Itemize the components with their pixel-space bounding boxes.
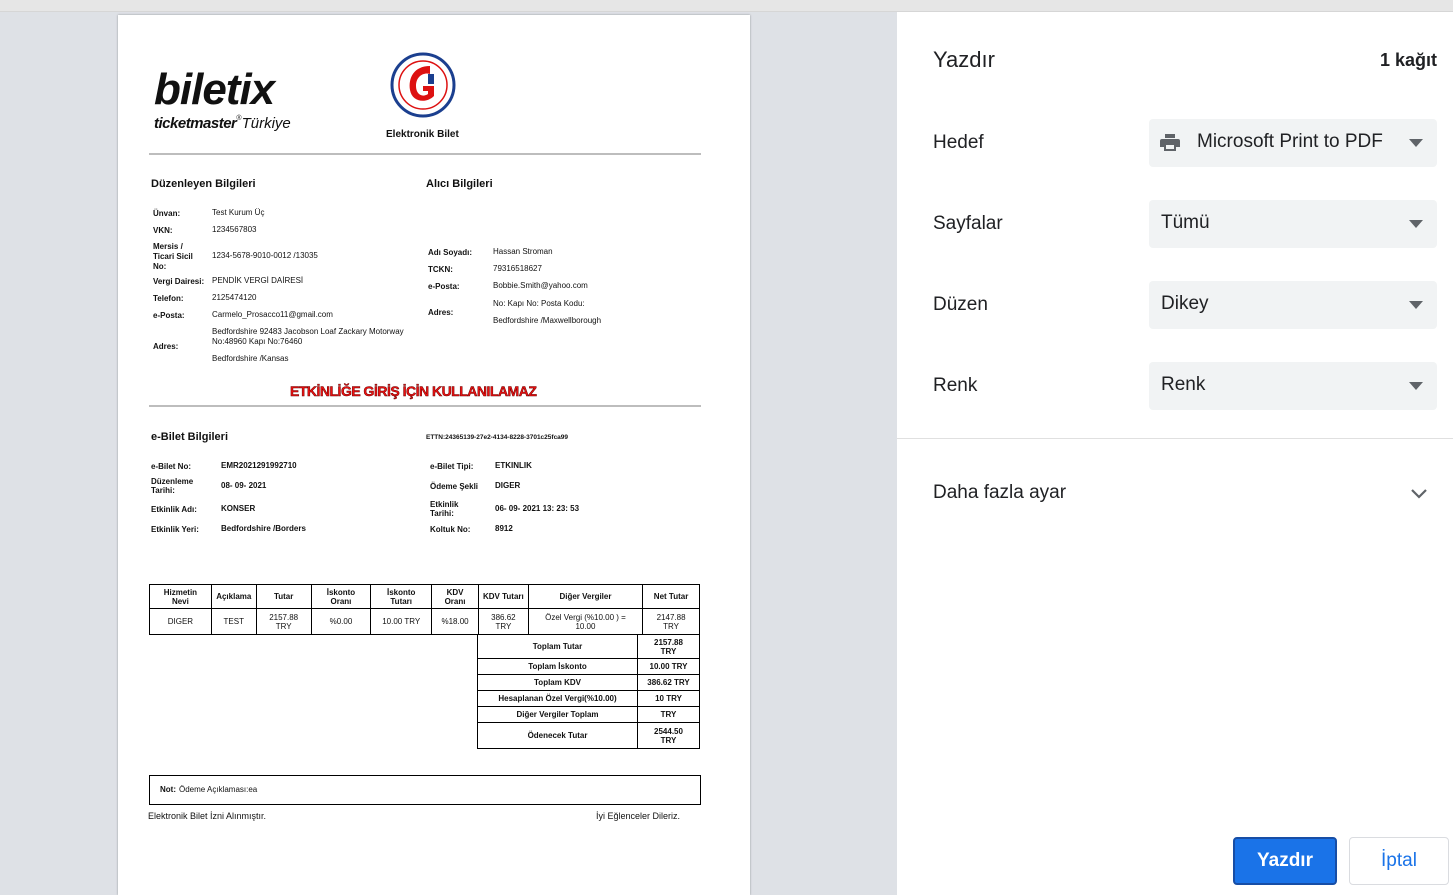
- totals-value: [638, 635, 700, 659]
- chevron-down-icon: [1409, 301, 1423, 309]
- issuer-adres-line-1: Bedfordshire 92483 Jacobson Loaf Zackary Motorway: [212, 327, 404, 336]
- totals-row: [478, 723, 700, 749]
- totals-label: Toplam İskonto: [478, 659, 638, 675]
- cell-tutar: [256, 609, 311, 635]
- buyer-ad-label: Adı Soyadı:: [428, 248, 473, 257]
- ebilet-tip-value: ETKINLIK: [495, 461, 532, 470]
- buyer-section-title: Alıcı Bilgileri: [426, 178, 493, 190]
- col-kdv-orani: [432, 585, 479, 609]
- destination-select[interactable]: [1149, 119, 1437, 167]
- buyer-eposta-value: Bobbie.Smith@yahoo.com: [493, 281, 588, 290]
- issuer-adres-line-2: No:48960 Kapı No:76460: [212, 337, 303, 346]
- cell-hizmet-nevi: DIGER: [150, 609, 212, 635]
- gib-seal-icon: [390, 52, 456, 118]
- issuer-mersis-value: 1234-5678-9010-0012 /13035: [212, 251, 318, 260]
- issuer-mersis-label-3: No:: [153, 262, 167, 271]
- cell-net-tutar-line-2: TRY: [663, 621, 679, 631]
- seal-caption: Elektronik Bilet: [386, 129, 459, 140]
- logo-sub-brand: ticketmaster: [154, 115, 237, 132]
- col-kdv-tutari: KDV Tutarı: [478, 585, 528, 609]
- cancel-button[interactable]: İptal: [1349, 837, 1449, 885]
- more-settings-toggle[interactable]: Daha fazla ayar: [933, 482, 1067, 503]
- cell-iskonto-orani: %0.00: [311, 609, 371, 635]
- col-hizmet-nevi: [150, 585, 212, 609]
- issuer-tel-label: Telefon:: [153, 294, 184, 303]
- cell-diger-vergiler: [528, 609, 642, 635]
- divider: [149, 405, 701, 407]
- destination-label: Hedef: [933, 132, 984, 153]
- cell-kdv-tutari: [478, 609, 528, 635]
- issuer-unvan-label: Ünvan:: [153, 209, 181, 218]
- print-preview-area[interactable]: [0, 12, 897, 895]
- totals-row: [478, 659, 700, 675]
- col-iskonto-tutari-line-1: İskonto: [386, 587, 416, 597]
- col-hizmet-nevi-line-2: Nevi: [171, 596, 189, 606]
- note-label: Not:: [160, 785, 176, 794]
- color-label: Renk: [933, 375, 978, 396]
- col-kdv-orani-line-1: KDV: [446, 587, 464, 597]
- printer-icon: [1157, 131, 1183, 155]
- footer-left: Elektronik Bilet İzni Alınmıştır.: [148, 811, 267, 821]
- cell-aciklama: TEST: [211, 609, 256, 635]
- pages-value: Tümü: [1161, 212, 1210, 233]
- issuer-vkn-label: VKN:: [153, 226, 173, 235]
- totals-value-line-1: 2544.50: [654, 726, 683, 736]
- ebilet-odeme-value: DIGER: [495, 481, 521, 490]
- totals-label: Toplam Tutar: [478, 635, 638, 659]
- chevron-down-icon: [1409, 220, 1423, 228]
- issuer-eposta-label: e-Posta:: [153, 311, 185, 320]
- table-row: [150, 609, 700, 635]
- totals-row: [478, 635, 700, 659]
- col-hizmet-nevi-line-1: Hizmetin: [163, 587, 198, 597]
- col-iskonto-orani-line-1: İskonto: [326, 587, 356, 597]
- color-select[interactable]: [1149, 362, 1437, 410]
- buyer-tckn-label: TCKN:: [428, 265, 453, 274]
- cell-iskonto-tutari: 10.00 TRY: [371, 609, 432, 635]
- buyer-ad-value: Hassan Stroman: [493, 247, 553, 256]
- ebilet-koltuk-value: 8912: [495, 524, 513, 533]
- biletix-logo: biletix: [154, 65, 275, 114]
- browser-top-strip: [0, 0, 1453, 12]
- layout-select[interactable]: [1149, 281, 1437, 329]
- col-iskonto-tutari-line-2: Tutarı: [390, 596, 413, 606]
- not-valid-for-entry-warning: ETKİNLİĞE GİRİŞ İÇİN KULLANILAMAZ: [290, 383, 537, 399]
- items-table: [149, 584, 700, 635]
- logo-sub-reg: ®: [236, 115, 242, 122]
- issuer-unvan-value: Test Kurum Üç: [212, 208, 265, 217]
- ebilet-tip-label: e-Bilet Tipi:: [430, 462, 474, 471]
- divider: [149, 153, 701, 155]
- totals-label: Ödenecek Tutar: [478, 723, 638, 749]
- issuer-adres-line-3: Bedfordshire /Kansas: [212, 354, 289, 363]
- ebilet-et-value: 06- 09- 2021 13: 23: 53: [495, 504, 580, 513]
- totals-value: TRY: [638, 707, 700, 723]
- issuer-adres-label: Adres:: [153, 342, 179, 351]
- col-iskonto-orani-line-2: Oranı: [330, 596, 352, 606]
- ebilet-ad-label: Etkinlik Adı:: [151, 505, 197, 514]
- totals-value-line-2: TRY: [660, 646, 677, 656]
- buyer-adres-line-2: Bedfordshire /Maxwellborough: [493, 316, 602, 325]
- print-button[interactable]: Yazdır: [1233, 837, 1337, 885]
- col-iskonto-tutari: [371, 585, 432, 609]
- issuer-tel-value: 2125474120: [212, 293, 257, 302]
- ebilet-ad-value: KONSER: [221, 504, 256, 513]
- buyer-eposta-label: e-Posta:: [428, 282, 460, 291]
- col-kdv-orani-line-2: Oranı: [444, 596, 466, 606]
- cell-diger-vergiler-line-2: 10.00: [575, 621, 596, 631]
- totals-value: 386.62 TRY: [638, 675, 700, 691]
- ebilet-yer-label: Etkinlik Yeri:: [151, 525, 199, 534]
- layout-label: Düzen: [933, 294, 988, 315]
- cell-tutar-line-1: 2157.88: [269, 612, 299, 622]
- ebilet-no-value: EMR2021291992710: [221, 461, 297, 470]
- totals-label: Diğer Vergiler Toplam: [478, 707, 638, 723]
- ebilet-no-label: e-Bilet No:: [151, 462, 191, 471]
- chevron-down-icon: [1409, 139, 1423, 147]
- cell-net-tutar: [643, 609, 700, 635]
- issuer-mersis-label-1: Mersis /: [153, 242, 183, 251]
- ebilet-et-label-1: Etkinlik: [430, 500, 459, 509]
- layout-value: Dikey: [1161, 293, 1209, 314]
- table-header-row: [150, 585, 700, 609]
- totals-row: [478, 691, 700, 707]
- cell-kdv-tutari-line-2: TRY: [495, 621, 512, 631]
- ticketmaster-logo: [154, 115, 291, 132]
- ebilet-yer-value: Bedfordshire /Borders: [221, 524, 306, 533]
- cell-kdv-tutari-line-1: 386.62: [491, 612, 516, 622]
- issuer-vd-value: PENDİK VERGİ DAİRESİ: [212, 276, 304, 285]
- ettn-code: ETTN:24365139-27e2-4134-8228-3701c25fca99: [426, 434, 569, 441]
- ebilet-section-title: e-Bilet Bilgileri: [151, 431, 229, 443]
- chevron-down-icon: [1409, 382, 1423, 390]
- note-box: [149, 775, 701, 805]
- buyer-adres-label: Adres:: [428, 308, 454, 317]
- footer-right: İyi Eğlenceler Dileriz.: [596, 811, 681, 821]
- buyer-tckn-value: 79316518627: [493, 264, 542, 273]
- ebilet-koltuk-label: Koltuk No:: [430, 525, 471, 534]
- col-tutar: Tutar: [256, 585, 311, 609]
- issuer-vkn-value: 1234567803: [212, 225, 257, 234]
- totals-row: [478, 675, 700, 691]
- totals-value: 10.00 TRY: [638, 659, 700, 675]
- totals-value: 10 TRY: [638, 691, 700, 707]
- cell-diger-vergiler-line-1: Özel Vergi (%10.00 ) =: [545, 612, 626, 622]
- cell-tutar-line-2: TRY: [275, 621, 292, 631]
- ebilet-odeme-label: Ödeme Şekli: [430, 482, 479, 491]
- ebilet-duz-label-2: Tarihi:: [151, 486, 175, 495]
- totals-label: Toplam KDV: [478, 675, 638, 691]
- totals-row: [478, 707, 700, 723]
- color-value: Renk: [1161, 374, 1206, 395]
- print-settings-panel: [897, 12, 1453, 895]
- preview-page: [118, 15, 750, 895]
- cell-net-tutar-line-1: 2147.88: [656, 612, 686, 622]
- note-text: Ödeme Açıklaması:ea: [179, 785, 258, 794]
- pages-select[interactable]: [1149, 200, 1437, 248]
- totals-value: [638, 723, 700, 749]
- issuer-mersis-label-2: Ticari Sicil: [153, 252, 193, 261]
- col-aciklama: Açıklama: [211, 585, 256, 609]
- settings-divider: [897, 438, 1453, 439]
- totals-label: Hesaplanan Özel Vergi(%10.00): [478, 691, 638, 707]
- totals-table: [477, 634, 700, 749]
- ebilet-duz-value: 08- 09- 2021: [221, 481, 267, 490]
- col-iskonto-orani: [311, 585, 371, 609]
- cell-kdv-orani: %18.00: [432, 609, 479, 635]
- issuer-section-title: Düzenleyen Bilgileri: [151, 178, 256, 190]
- pages-label: Sayfalar: [933, 213, 1003, 234]
- totals-value-line-1: 2157.88: [654, 637, 683, 647]
- logo-sub-country: Türkiye: [241, 115, 291, 132]
- expand-chevron-icon[interactable]: [1409, 486, 1429, 502]
- print-title: Yazdır: [933, 47, 995, 72]
- issuer-vd-label: Vergi Dairesi:: [153, 277, 205, 286]
- destination-value: Microsoft Print to PDF: [1197, 131, 1383, 152]
- ebilet-duz-label-1: Düzenleme: [151, 477, 194, 486]
- ebilet-et-label-2: Tarihi:: [430, 509, 454, 518]
- col-net-tutar: Net Tutar: [643, 585, 700, 609]
- buyer-adres-line-1: No: Kapı No: Posta Kodu:: [493, 299, 585, 308]
- sheet-count: 1 kağıt: [1379, 50, 1437, 70]
- col-diger-vergiler: Diğer Vergiler: [528, 585, 642, 609]
- totals-value-line-2: TRY: [660, 735, 677, 745]
- issuer-eposta-value: Carmelo_Prosacco11@gmail.com: [212, 310, 333, 319]
